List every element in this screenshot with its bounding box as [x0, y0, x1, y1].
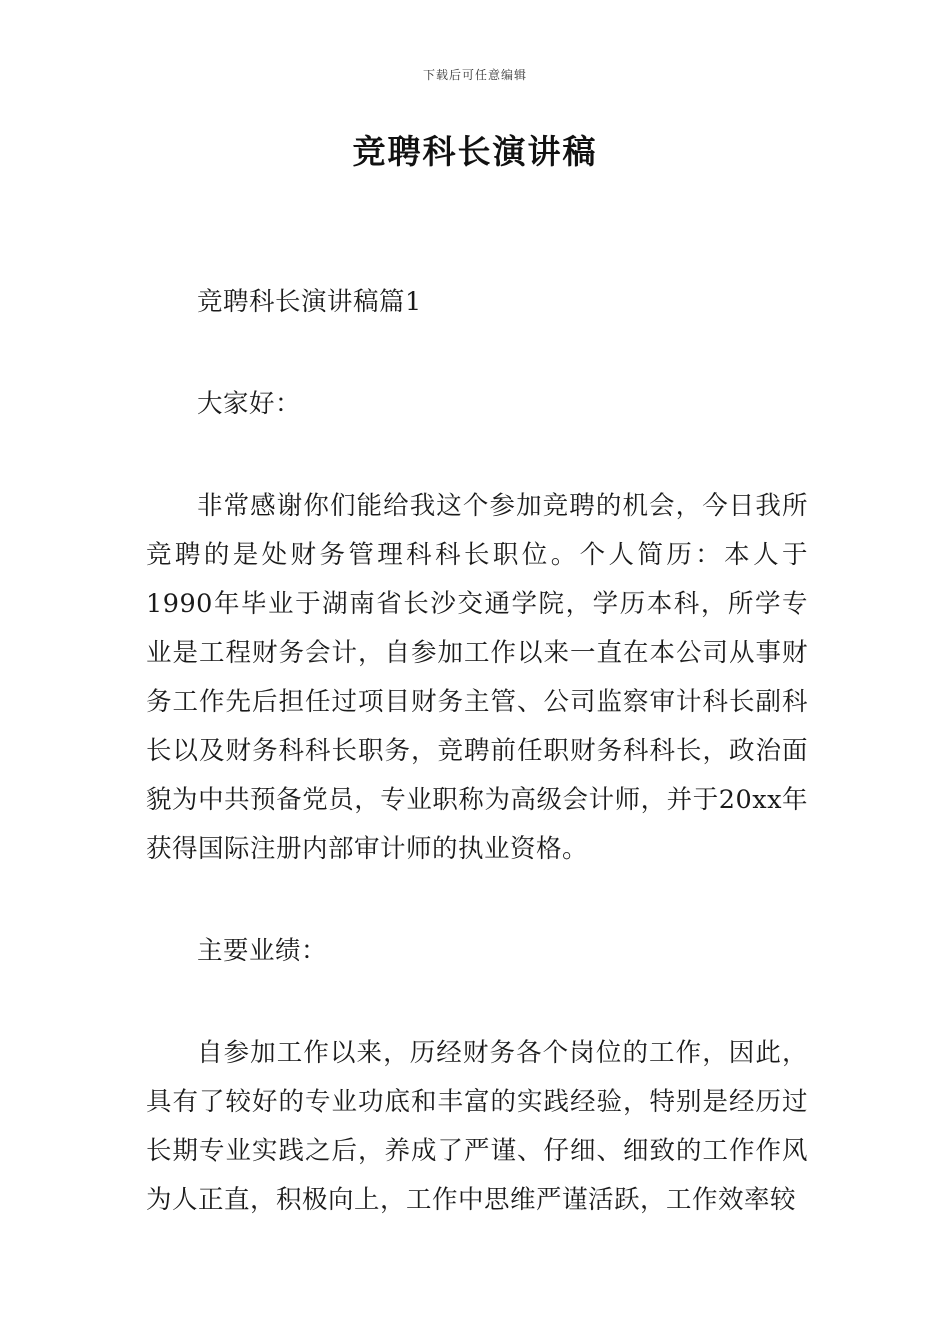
document-title: 竞聘科长演讲稿 [352, 132, 598, 171]
document-body [146, 278, 808, 1225]
achievements-heading: 主要业绩： [197, 936, 328, 966]
header-note: 下载后可任意编辑 [422, 68, 527, 82]
achievements-paragraph: 自参加工作以来，历经财务各个岗位的工作，因此，具有了较好的专业功底和丰富的实践经验，特别是经历过长期专业实践之后，养成了严谨、仔细、细致的工作作风为人正直，积极向上，工作中思维严谨活跃，工作效率较 [146, 1038, 808, 1215]
section-heading: 竞聘科长演讲稿篇1 [197, 287, 422, 317]
intro-paragraph: 非常感谢你们能给我这个参加竞聘的机会，今日我所竞聘的是处财务管理科科长职位。个人简历：本人于1990年毕业于湖南省长沙交通学院，学历本科，所学专业是工程财务会计，自参加工作以来一直在本公司从事财务工作先后担任过项目财务主管、公司监察审计科长副科长以及财务科科长职务，竞聘前任职财务科科长，政治面貌为中共预备党员，专业职称为高级会计师，并于20xx年获得国际注册内部审计师的执业资格。 [146, 491, 808, 864]
salutation: 大家好： [197, 389, 302, 419]
